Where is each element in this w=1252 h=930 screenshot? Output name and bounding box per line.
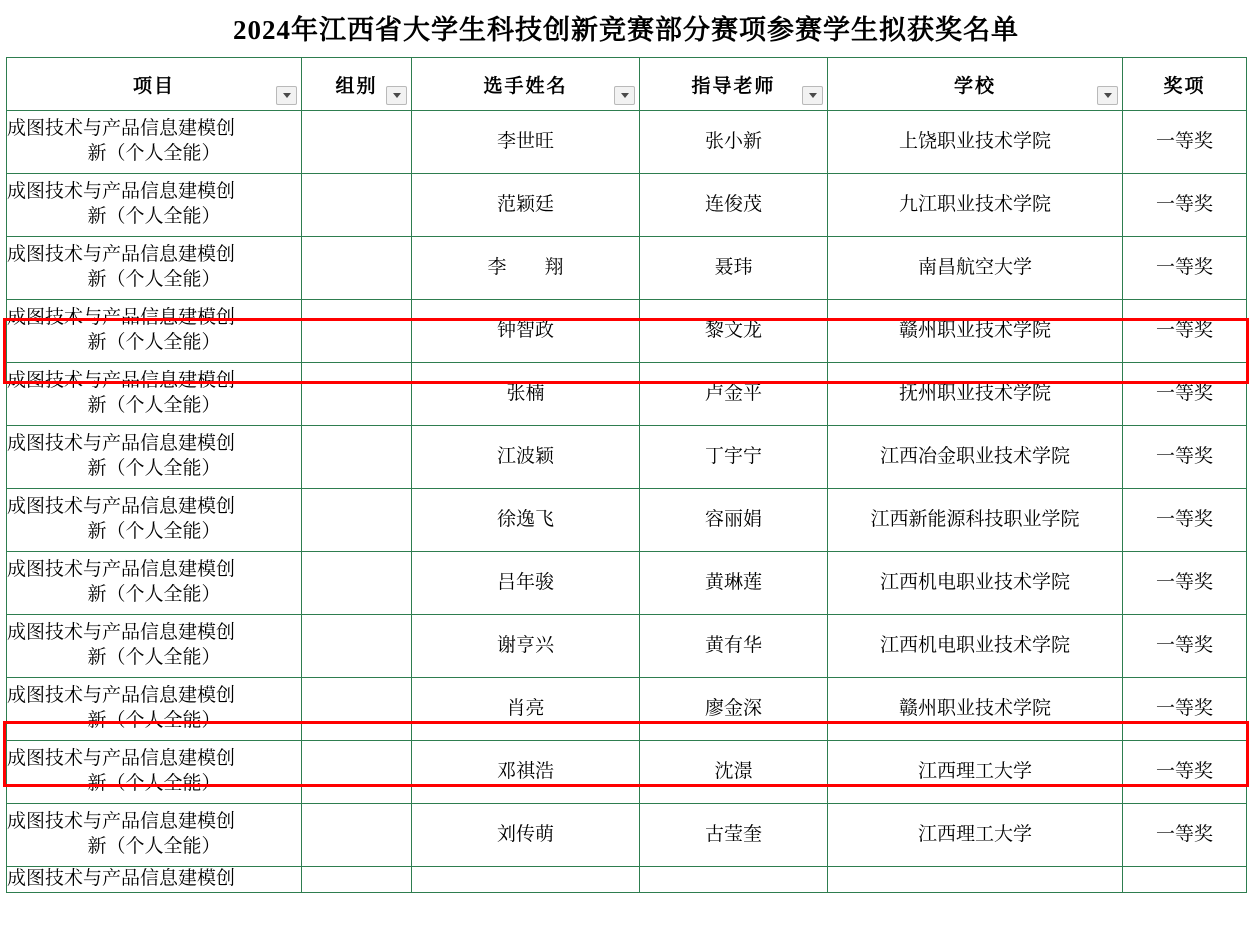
cell-player: 范颖廷	[412, 174, 640, 237]
cell-project-line1: 成图技术与产品信息建模创	[7, 868, 236, 889]
column-header-group	[302, 58, 412, 111]
table-row	[7, 489, 1247, 552]
cell-project	[7, 552, 302, 615]
cell-project-line1: 成图技术与产品信息建模创	[7, 748, 236, 770]
cell-project-line2: 新（个人全能）	[87, 143, 221, 164]
cell-player: 江波颖	[412, 426, 640, 489]
cell-award	[1123, 867, 1247, 893]
cell-player: 谢亨兴	[412, 615, 640, 678]
cell-award: 一等奖	[1123, 741, 1247, 804]
cell-teacher: 连俊茂	[640, 174, 828, 237]
cell-project	[7, 363, 302, 426]
column-header-group-label: 组别	[335, 75, 378, 97]
column-header-player-label: 选手姓名	[483, 75, 568, 97]
award-table	[6, 57, 1247, 893]
cell-project-line1: 成图技术与产品信息建模创	[7, 370, 236, 392]
table-row	[7, 552, 1247, 615]
cell-group	[302, 237, 412, 300]
cell-project-line2: 新（个人全能）	[87, 710, 221, 731]
chevron-down-icon[interactable]	[276, 86, 297, 105]
table-header-row	[7, 58, 1247, 111]
cell-group	[302, 174, 412, 237]
cell-group	[302, 426, 412, 489]
cell-teacher: 卢金平	[640, 363, 828, 426]
cell-player: 张楠	[412, 363, 640, 426]
cell-group	[302, 552, 412, 615]
cell-award: 一等奖	[1123, 363, 1247, 426]
cell-project-line2: 新（个人全能）	[87, 584, 221, 605]
cell-award: 一等奖	[1123, 615, 1247, 678]
cell-group	[302, 741, 412, 804]
table-row	[7, 741, 1247, 804]
table-row	[7, 615, 1247, 678]
cell-group	[302, 300, 412, 363]
cell-player: 李 翔	[412, 237, 640, 300]
cell-school: 江西机电职业技术学院	[828, 615, 1123, 678]
cell-project-line2: 新（个人全能）	[87, 773, 221, 794]
cell-school: 江西理工大学	[828, 804, 1123, 867]
cell-award: 一等奖	[1123, 300, 1247, 363]
column-header-school	[828, 58, 1123, 111]
cell-player: 刘传萌	[412, 804, 640, 867]
cell-project	[7, 678, 302, 741]
cell-teacher	[640, 867, 828, 893]
cell-group	[302, 111, 412, 174]
cell-school: 赣州职业技术学院	[828, 678, 1123, 741]
cell-project-line1: 成图技术与产品信息建模创	[7, 244, 236, 266]
cell-player: 徐逸飞	[412, 489, 640, 552]
cell-project-line1: 成图技术与产品信息建模创	[7, 559, 236, 581]
cell-project-line2: 新（个人全能）	[87, 332, 221, 353]
cell-project	[7, 741, 302, 804]
cell-school: 抚州职业技术学院	[828, 363, 1123, 426]
column-header-teacher	[640, 58, 828, 111]
cell-player: 肖亮	[412, 678, 640, 741]
column-header-award-label: 奖项	[1163, 75, 1206, 97]
cell-school: 南昌航空大学	[828, 237, 1123, 300]
cell-player: 吕年骏	[412, 552, 640, 615]
cell-school: 江西冶金职业技术学院	[828, 426, 1123, 489]
cell-project	[7, 489, 302, 552]
cell-teacher: 黄有华	[640, 615, 828, 678]
chevron-down-icon[interactable]	[614, 86, 635, 105]
cell-teacher: 黎文龙	[640, 300, 828, 363]
cell-teacher: 古莹奎	[640, 804, 828, 867]
table-row-highlighted	[7, 678, 1247, 741]
column-header-player	[412, 58, 640, 111]
cell-award: 一等奖	[1123, 111, 1247, 174]
cell-project	[7, 111, 302, 174]
cell-school: 江西理工大学	[828, 741, 1123, 804]
cell-school: 赣州职业技术学院	[828, 300, 1123, 363]
cell-project	[7, 426, 302, 489]
cell-award: 一等奖	[1123, 174, 1247, 237]
column-header-award	[1123, 58, 1247, 111]
cell-player: 邓祺浩	[412, 741, 640, 804]
cell-player	[412, 867, 640, 893]
cell-project	[7, 615, 302, 678]
cell-project	[7, 804, 302, 867]
cell-school: 上饶职业技术学院	[828, 111, 1123, 174]
cell-award: 一等奖	[1123, 678, 1247, 741]
cell-project-line1: 成图技术与产品信息建模创	[7, 622, 236, 644]
table-row	[7, 363, 1247, 426]
page-title: 2024年江西省大学生科技创新竞赛部分赛项参赛学生拟获奖名单	[233, 15, 1019, 45]
cell-project-line1: 成图技术与产品信息建模创	[7, 181, 236, 203]
cell-project-line2: 新（个人全能）	[87, 395, 221, 416]
cell-group	[302, 867, 412, 893]
cell-award: 一等奖	[1123, 489, 1247, 552]
cell-group	[302, 489, 412, 552]
cell-award: 一等奖	[1123, 804, 1247, 867]
cell-teacher: 黄琳莲	[640, 552, 828, 615]
table-body	[7, 111, 1247, 893]
cell-project-line2: 新（个人全能）	[87, 521, 221, 542]
table-row	[7, 426, 1247, 489]
cell-group	[302, 804, 412, 867]
cell-project-line1: 成图技术与产品信息建模创	[7, 685, 236, 707]
cell-project-line2: 新（个人全能）	[87, 206, 221, 227]
cell-teacher: 沈澋	[640, 741, 828, 804]
cell-project-line1: 成图技术与产品信息建模创	[7, 496, 236, 518]
cell-project	[7, 237, 302, 300]
cell-award: 一等奖	[1123, 237, 1247, 300]
cell-project-line2: 新（个人全能）	[87, 647, 221, 668]
cell-project	[7, 867, 302, 893]
cell-teacher: 廖金深	[640, 678, 828, 741]
cell-teacher: 丁宇宁	[640, 426, 828, 489]
column-header-school-label: 学校	[953, 75, 996, 97]
table-row	[7, 804, 1247, 867]
cell-teacher: 张小新	[640, 111, 828, 174]
chevron-down-icon[interactable]	[386, 86, 407, 105]
cell-project-line1: 成图技术与产品信息建模创	[7, 307, 236, 329]
cell-player: 钟智政	[412, 300, 640, 363]
cell-project-line2: 新（个人全能）	[87, 269, 221, 290]
cell-school	[828, 867, 1123, 893]
cell-teacher: 聂玮	[640, 237, 828, 300]
table-row	[7, 174, 1247, 237]
column-header-project	[7, 58, 302, 111]
table-row	[7, 111, 1247, 174]
table-row	[7, 237, 1247, 300]
cell-project-line1: 成图技术与产品信息建模创	[7, 118, 236, 140]
table-row-partial	[7, 867, 1247, 893]
cell-school: 江西新能源科技职业学院	[828, 489, 1123, 552]
cell-award: 一等奖	[1123, 552, 1247, 615]
cell-group	[302, 615, 412, 678]
cell-teacher: 容丽娟	[640, 489, 828, 552]
chevron-down-icon[interactable]	[1097, 86, 1118, 105]
cell-school: 江西机电职业技术学院	[828, 552, 1123, 615]
cell-project-line2: 新（个人全能）	[87, 836, 221, 857]
cell-award: 一等奖	[1123, 426, 1247, 489]
cell-project	[7, 300, 302, 363]
cell-player: 李世旺	[412, 111, 640, 174]
cell-project-line1: 成图技术与产品信息建模创	[7, 433, 236, 455]
cell-group	[302, 678, 412, 741]
chevron-down-icon[interactable]	[802, 86, 823, 105]
cell-project-line2: 新（个人全能）	[87, 458, 221, 479]
cell-group	[302, 363, 412, 426]
column-header-teacher-label: 指导老师	[691, 75, 776, 97]
table-header	[7, 58, 1247, 111]
cell-school: 九江职业技术学院	[828, 174, 1123, 237]
cell-project-line1: 成图技术与产品信息建模创	[7, 811, 236, 833]
cell-project	[7, 174, 302, 237]
table-row-highlighted	[7, 300, 1247, 363]
column-header-project-label: 项目	[132, 75, 175, 97]
